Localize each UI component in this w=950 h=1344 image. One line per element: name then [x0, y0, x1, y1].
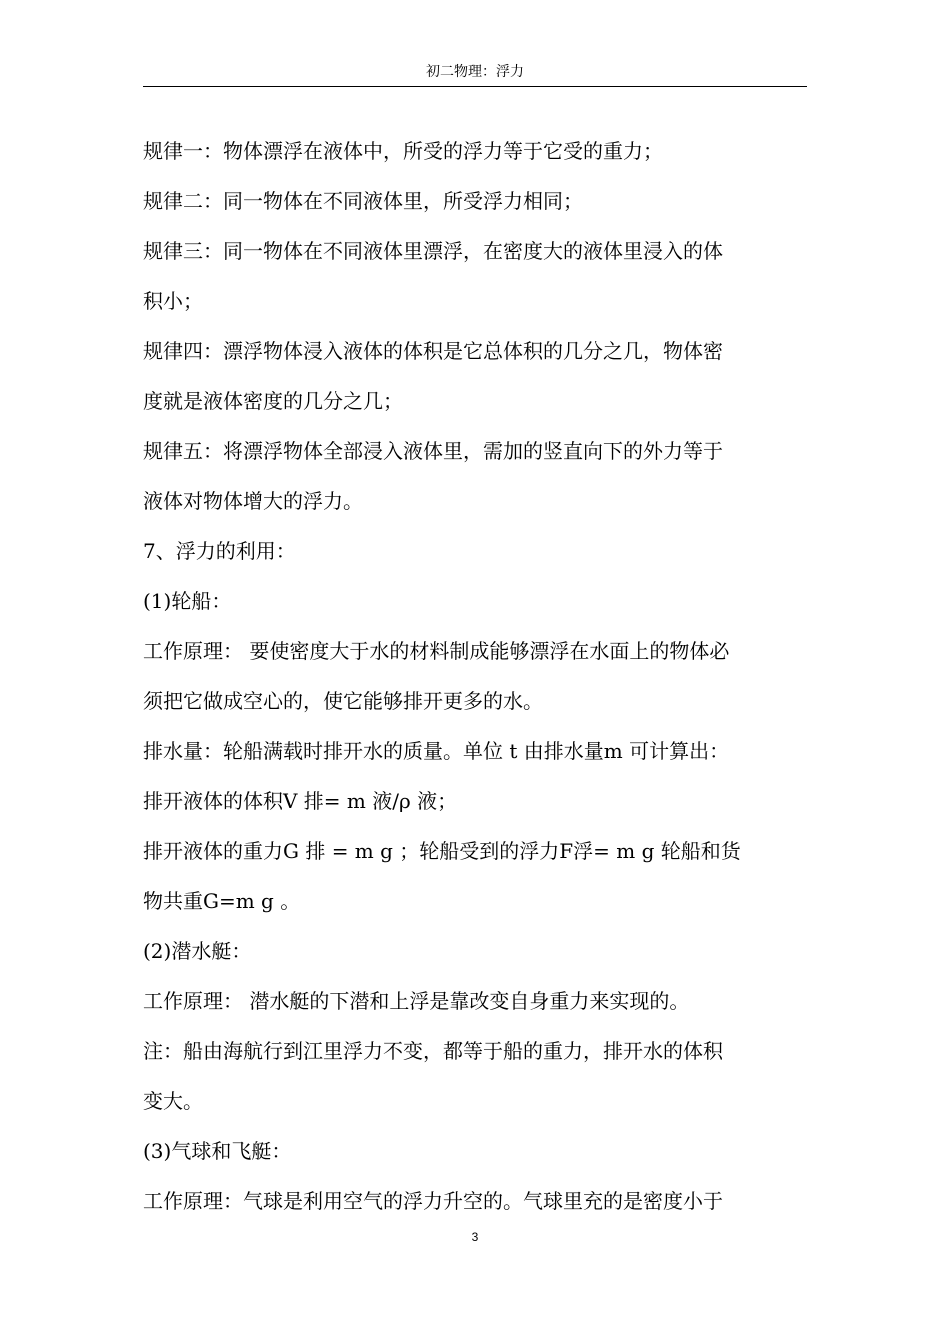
- text-line: 工作原理：气球是利用空气的浮力升空的。气球里充的是密度小于: [143, 1189, 723, 1213]
- text-line: 度就是液体密度的几分之几；: [143, 389, 403, 413]
- subsection-heading: (2)潜水艇：: [143, 939, 252, 963]
- formula-line: 排开液体的体积V 排= m 液/ρ 液；: [143, 789, 458, 813]
- text-line: 液体对物体增大的浮力。: [143, 489, 363, 513]
- text-line: 注：船由海航行到江里浮力不变，都等于船的重力，排开水的体积: [143, 1039, 723, 1063]
- section-heading: 7、浮力的利用：: [143, 539, 296, 563]
- text-line: 排开液体的重力G 排 = m g ；轮船受到的浮力F浮= m g 轮船和货: [143, 839, 741, 863]
- text-line: 工作原理： 潜水艇的下潜和上浮是靠改变自身重力来实现的。: [143, 989, 690, 1013]
- subsection-heading: (3)气球和飞艇：: [143, 1139, 292, 1163]
- text-line: 变大。: [143, 1089, 203, 1113]
- text-line: 规律一：物体漂浮在液体中，所受的浮力等于它受的重力；: [143, 139, 663, 163]
- text-line: 工作原理： 要使密度大于水的材料制成能够漂浮在水面上的物体必: [143, 639, 730, 663]
- text-line: 规律三：同一物体在不同液体里漂浮，在密度大的液体里浸入的体: [143, 239, 723, 263]
- page-number: 3: [471, 1230, 479, 1244]
- text-line: 物共重G=m g 。: [143, 889, 301, 913]
- text-line: 积小；: [143, 289, 203, 313]
- page-header-title: 初二物理：浮力: [426, 64, 524, 80]
- text-line: 须把它做成空心的，使它能够排开更多的水。: [143, 689, 543, 713]
- text-line: 规律二：同一物体在不同液体里，所受浮力相同；: [143, 189, 583, 213]
- text-line: 排水量：轮船满载时排开水的质量。单位 t 由排水量m 可计算出：: [143, 739, 730, 763]
- text-line: 规律五：将漂浮物体全部浸入液体里，需加的竖直向下的外力等于: [143, 439, 723, 463]
- subsection-heading: (1)轮船：: [143, 589, 232, 613]
- header-divider: [143, 86, 807, 87]
- text-line: 规律四：漂浮物体浸入液体的体积是它总体积的几分之几，物体密: [143, 339, 723, 363]
